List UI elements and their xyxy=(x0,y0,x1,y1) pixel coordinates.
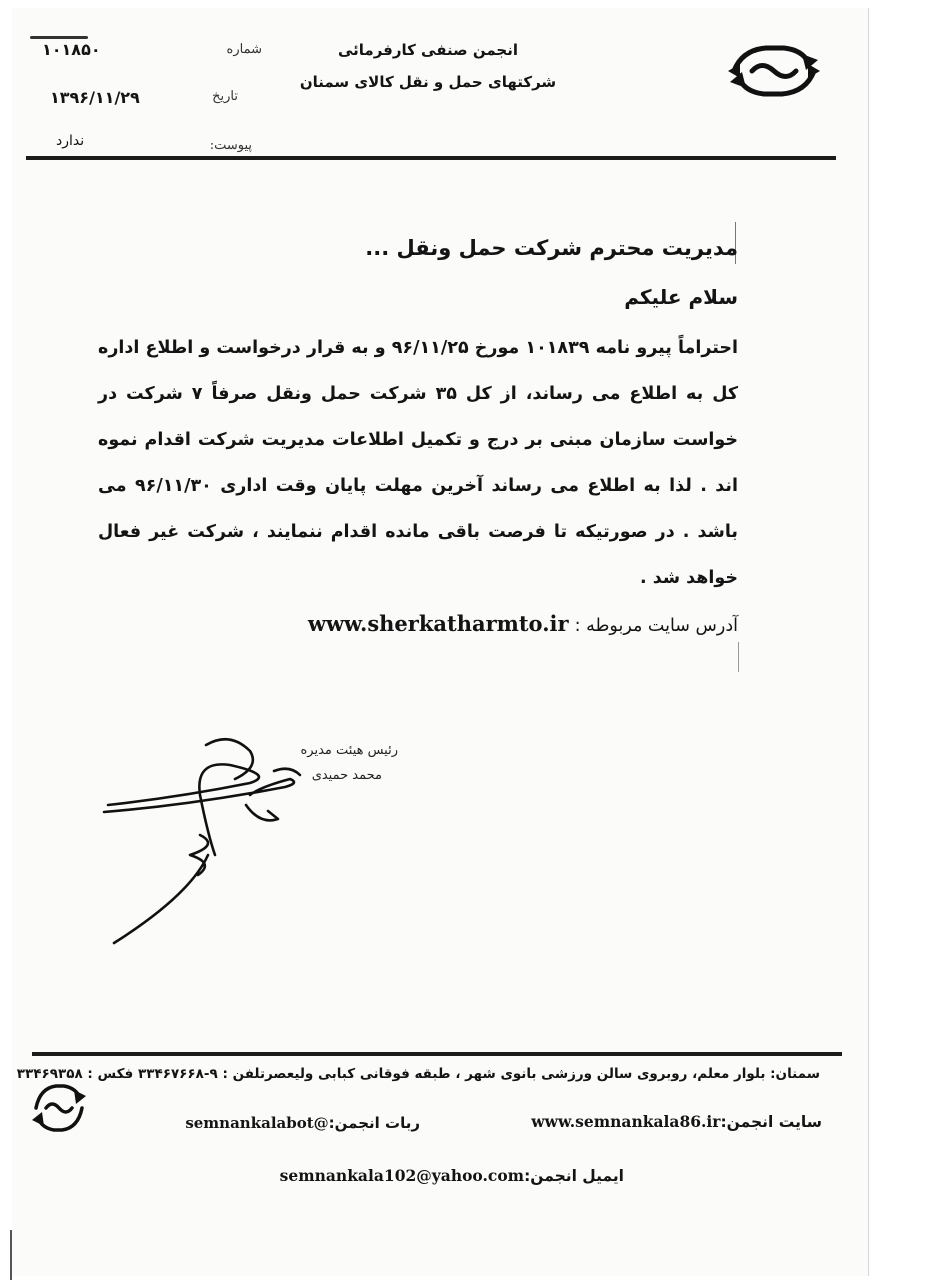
site-reference xyxy=(98,601,738,649)
footer-bot-handle[interactable]: @semnankalabot xyxy=(185,1114,329,1132)
footer-bot xyxy=(185,1114,420,1132)
footer-site xyxy=(531,1112,822,1131)
letterhead-title xyxy=(278,34,578,98)
page-edge xyxy=(868,8,869,1276)
footer-site-url[interactable]: www.semnankala86.ir xyxy=(531,1112,721,1131)
association-logo xyxy=(722,38,826,104)
number-label: شماره xyxy=(226,42,262,57)
date-label: تاریخ xyxy=(212,89,238,104)
footer-email-label: ایمیل انجمن: xyxy=(524,1167,624,1185)
header-rule xyxy=(26,156,836,160)
recipient-line: مدیریت محترم شرکت حمل ونقل ... xyxy=(365,236,738,260)
signatory-title: رئیس هیئت مدیره xyxy=(300,743,398,758)
site-label: آدرس سایت مربوطه : xyxy=(574,616,738,636)
greeting-line: سلام علیکم xyxy=(624,285,738,309)
site-url: www.sherkatharmto.ir xyxy=(307,611,569,636)
org-name-line1: انجمن صنفی کارفرمائی xyxy=(337,41,519,59)
footer-bot-label: ربات انجمن: xyxy=(328,1114,420,1132)
footer-rule xyxy=(32,1052,842,1056)
footer-logo xyxy=(30,1076,88,1140)
number-underline xyxy=(30,36,88,39)
attachment-label: پیوست: xyxy=(209,138,252,153)
letter-body xyxy=(98,325,738,649)
footer-address: سمنان: بلوار معلم، روبروی سالن ورزشی بانوی شهر ، طبقه فوقانی کبابی ولیعصرتلفن : ۹-۳۳۴۶۷۶۶۸ فکس : ۳۳۴۶۹۳۵۸ xyxy=(16,1066,820,1082)
body-paragraph: احتراماً پیرو نامه ۱۰۱۸۳۹ مورخ ۹۶/۱۱/۲۵ و به قرار درخواست و اطلاع اداره کل به اطلاع می رساند، از کل ۳۵ شرکت حمل ونقل صرفاً ۷ شرکت در خواست سازمان مبنی بر درج و تکمیل اطلاعات مدیریت شرکت اقدام نموه اند . لذا به اطلاع می رساند آخرین مهلت پایان وقت اداری ۹۶/۱۱/۳۰ می باشد . در صورتیکه تا فرصت باقی مانده اقدام ننمایند ، شرکت غیر فعال خواهد شد . xyxy=(98,338,739,588)
margin-mark-lower xyxy=(738,642,739,672)
date-value: ۱۳۹۶/۱۱/۲۹ xyxy=(50,88,140,107)
handwritten-signature xyxy=(100,735,310,950)
scan-edge-mark xyxy=(10,1230,12,1280)
attachment-value: ندارد xyxy=(56,133,85,149)
number-value: ۱۰۱۸۵۰ xyxy=(42,40,101,59)
footer-site-label: سایت انجمن: xyxy=(720,1113,822,1131)
signatory-name: محمد حمیدی xyxy=(311,768,382,783)
footer-email-address[interactable]: semnankala102@yahoo.com xyxy=(279,1166,525,1185)
footer-email xyxy=(280,1166,624,1185)
org-name-line2: شرکتهای حمل و نقل کالای سمنان xyxy=(299,73,557,91)
